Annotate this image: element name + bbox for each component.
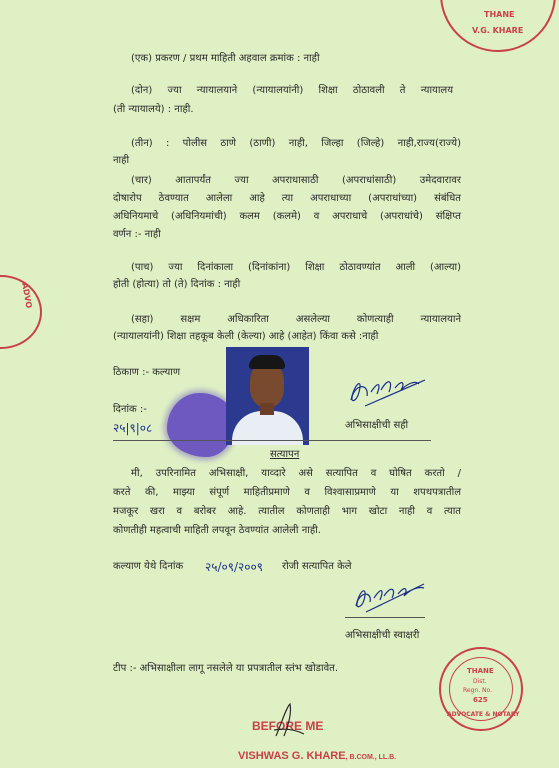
stamp-top-place: THANE xyxy=(484,10,515,19)
clause-4-line-4: वर्णन :- नाही xyxy=(113,229,161,240)
verification-line-1: मी, उपरिनामित अभिसाक्षी, याव्दारे असे सत्यापित व घोषित करतो / xyxy=(131,468,461,479)
signature-line-2 xyxy=(345,617,425,618)
applicant-signature-1 xyxy=(345,362,435,412)
notary-name-line xyxy=(238,750,396,764)
divider-1 xyxy=(113,440,431,441)
date-label: दिनांक :- xyxy=(113,404,147,415)
note: टीप :- अभिसाक्षीला लागू नसलेले या प्रपत्रातील स्तंभ खोडावेत. xyxy=(113,663,339,674)
signature-1-strokes xyxy=(345,362,435,412)
place-label: ठिकाण :- कल्याण xyxy=(113,367,181,378)
signature-2-strokes xyxy=(350,572,430,616)
clause-2-line-2: (ती न्यायालये) : नाही. xyxy=(113,104,194,115)
clause-5-line-1: (पाच) ज्या दिनांकाला (दिनांकांना) शिक्षा ठोठावण्यांत आली (आल्या) xyxy=(131,262,461,273)
notary-stamp-top xyxy=(440,0,556,52)
clause-3-line-2: नाही xyxy=(113,155,130,166)
notary-signature xyxy=(268,700,308,740)
notary-signature-strokes xyxy=(268,700,308,740)
clause-4-line-1: (चार) आतापर्यंत ज्या अपराधासाठी (अपराधांसाठी) उमेदवारावर xyxy=(131,175,461,186)
photo-hair xyxy=(249,355,285,369)
stamp-bottom-no: 625 xyxy=(473,696,488,704)
notary-stamp-left xyxy=(0,275,42,349)
clause-4-line-3: अधिनियमाचे (अधिनियमांची) कलम (कलमे) व अपराधाचे (अपराधांचे) संक्षिप्त xyxy=(113,211,461,222)
clause-3-line-1: (तीन) : पोलीस ठाणे (ठाणी) नाही, जिल्हा (जिल्हे) नाही,राज्य(राज्ये) xyxy=(131,138,461,149)
date-handwritten: २५|९|०८ xyxy=(113,421,153,435)
verification-line-2: करते की, माझ्या संपूर्ण माहितीप्रमाणे व विश्वासाप्रमाणे या शपथपत्रातील xyxy=(113,487,461,498)
notary-stamp-bottom xyxy=(439,647,523,731)
before-me: BEFORE ME xyxy=(252,719,324,733)
verified-at-label: कल्याण येथे दिनांक xyxy=(113,561,184,572)
signature-label-2: अभिसाक्षीची स्वाक्षरी xyxy=(345,630,420,641)
stamp-bottom-ring-text: ADVOCATE & NOTARY xyxy=(447,711,520,718)
clause-2-line-1: (दोन) ज्या न्यायालयाने (न्यायालयांनी) शिक्षा ठोठावली ते न्यायालय xyxy=(131,85,453,96)
signature-label-1: अभिसाक्षीची सही xyxy=(345,420,409,431)
stamp-bottom-center: THANE xyxy=(467,667,494,675)
clause-1: (एक) प्रकरण / प्रथम माहिती अहवाल क्रमांक : नाही xyxy=(131,53,320,64)
verified-date: २५/०९/२००९ xyxy=(205,560,264,574)
stamp-top-name: V.G. KHARE xyxy=(472,26,524,35)
applicant-signature-2 xyxy=(350,572,430,616)
photo-neck xyxy=(260,403,274,415)
applicant-photo xyxy=(226,347,309,445)
clause-4-line-2: दोषारोप ठेवण्यात आलेला आहे त्या अपराधाच्या (अपराधांच्या) संबंधित xyxy=(113,193,461,204)
verification-line-3: मजकूर खरा व बरोबर आहे. त्यातील कोणताही भाग खोटा नाही व त्यात xyxy=(113,506,461,517)
verification-line-4: कोणतीही महत्वाची माहिती लपवून ठेवण्यांत आलेली नाही. xyxy=(113,525,321,536)
notary-quals: , B.COM., LL.B. xyxy=(345,754,397,761)
verified-suffix: रोजी सत्यापित केले xyxy=(282,561,352,572)
verification-heading: सत्यापन xyxy=(270,449,300,460)
clause-5-line-2: होती (होत्या) तो (ते) दिनांक : नाही xyxy=(113,279,241,290)
stamp-bottom-regn: Regn. No. xyxy=(463,687,492,694)
clause-6-line-2: (न्यायालयांनी) शिक्षा तहकूब केली (केल्या) आहे (आहेत) किंवा कसे :नाही xyxy=(113,331,379,342)
stamp-left-text: ADVO xyxy=(20,282,34,309)
stamp-bottom-dist: Dist. xyxy=(473,678,487,685)
thumb-impression xyxy=(167,393,235,457)
notary-name: VISHWAS G. KHARE xyxy=(238,750,346,762)
clause-6-line-1: (सहा) सक्षम अधिकारिता असलेल्या कोणत्याही न्यायालयाने xyxy=(131,314,461,325)
